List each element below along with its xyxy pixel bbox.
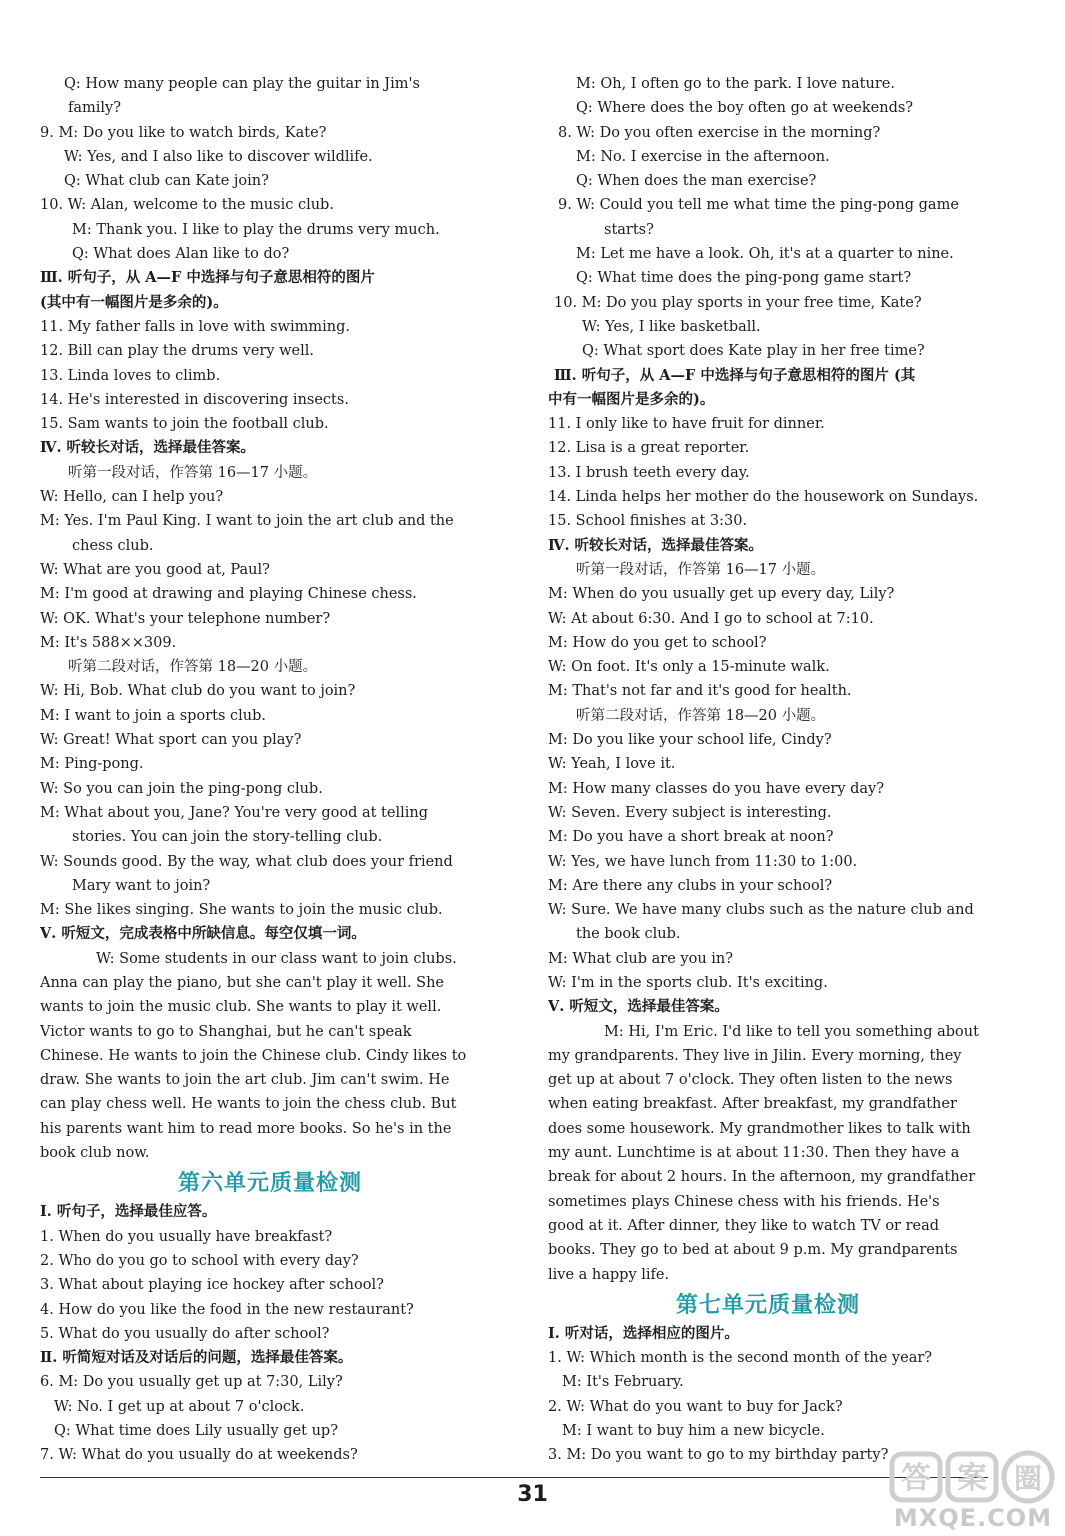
text-line: M: How many classes do you have every day? (548, 780, 885, 797)
text-line: W: Great! What sport can you play? (40, 732, 302, 749)
text-line: my aunt. Lunchtime is at about 11:30. Then they have a (548, 1145, 960, 1162)
text-line: Chinese. He wants to join the Chinese club. Cindy likes to (40, 1047, 467, 1064)
watermark-site: MXQE.COM (893, 1504, 1053, 1532)
question-heading: 中有一幅图片是多余的)。 (548, 390, 715, 408)
text-line: W: What are you good at, Paul? (40, 561, 270, 578)
page-number: 31 (517, 1482, 548, 1507)
question-heading: Ⅲ. 听句子，从 A—F 中选择与句子意思相符的图片 (40, 269, 375, 287)
question-heading: Ⅰ. 听句子，选择最佳应答。 (40, 1203, 217, 1221)
text-line: M: That's not far and it's good for health. (548, 683, 852, 700)
text-line: W: Yes, we have lunch from 11:30 to 1:00. (548, 853, 858, 870)
right-column (548, 72, 988, 1468)
text-line: M: I want to buy him a new bicycle. (562, 1423, 825, 1440)
text-line: W: Hi, Bob. What club do you want to join? (40, 683, 356, 700)
text-line: break for about 2 hours. In the afternoon, my grandfather (548, 1169, 976, 1186)
text-line: stories. You can join the story-telling club. (72, 829, 383, 846)
text-line: 2. W: What do you want to buy for Jack? (548, 1398, 843, 1415)
text-line: 11. I only like to have fruit for dinner. (548, 416, 825, 433)
text-line: W: So you can join the ping-pong club. (40, 780, 323, 797)
text-line: 10. W: Alan, welcome to the music club. (40, 197, 334, 214)
text-line: M: Do you like your school life, Cindy? (548, 732, 832, 749)
text-line: does some housework. My grandmother likes to talk with (548, 1120, 971, 1137)
footer-rule (40, 1477, 988, 1478)
text-line: M: Ping-pong. (40, 756, 144, 773)
text-line: M: What club are you in? (548, 950, 734, 967)
text-line: M: She likes singing. She wants to join the music club. (40, 902, 443, 919)
text-line: M: I want to join a sports club. (40, 707, 266, 724)
question-heading: Ⅴ. 听短文，选择最佳答案。 (548, 998, 729, 1016)
text-line: 9. W: Could you tell me what time the ping-pong game (558, 197, 959, 214)
question-heading: Ⅳ. 听较长对话，选择最佳答案。 (40, 439, 256, 457)
text-line: good at it. After dinner, they like to watch TV or read (548, 1217, 940, 1234)
text-line: sometimes plays Chinese chess with his friends. He's (548, 1193, 940, 1210)
text-line: M: How do you get to school? (548, 634, 767, 651)
text-line: M: It's February. (562, 1374, 684, 1391)
text-line: W: Yes, I like basketball. (582, 318, 761, 335)
text-line: M: No. I exercise in the afternoon. (576, 148, 830, 165)
text-line: W: I'm in the sports club. It's exciting. (548, 974, 828, 991)
text-line: W: OK. What's your telephone number? (40, 610, 331, 627)
text-line: 9. M: Do you like to watch birds, Kate? (40, 124, 327, 141)
text-line: 15. Sam wants to join the football club. (40, 416, 329, 433)
text-line: starts? (604, 221, 654, 238)
text-line: 1. W: Which month is the second month of the year? (548, 1350, 933, 1367)
text-line: 10. M: Do you play sports in your free time, Kate? (554, 294, 922, 311)
text-line: Anna can play the piano, but she can't play it well. She (40, 974, 445, 991)
question-heading: Ⅳ. 听较长对话，选择最佳答案。 (548, 536, 764, 554)
text-line: W: Seven. Every subject is interesting. (548, 804, 832, 821)
text-line: live a happy life. (548, 1266, 670, 1283)
text-line: M: Oh, I often go to the park. I love nature. (576, 76, 895, 92)
text-line: 5. What do you usually do after school? (40, 1325, 330, 1342)
text-line: 12. Bill can play the drums very well. (40, 343, 315, 360)
text-line: M: I'm good at drawing and playing Chinese chess. (40, 586, 417, 603)
question-heading: Ⅱ. 听简短对话及对话后的问题，选择最佳答案。 (40, 1349, 353, 1367)
text-line: 4. How do you like the food in the new restaurant? (40, 1301, 414, 1318)
svg-text:案: 案 (957, 1461, 987, 1496)
text-line: 13. I brush teeth every day. (548, 464, 750, 481)
text-line: the book club. (576, 926, 681, 943)
text-line: M: Are there any clubs in your school? (548, 877, 833, 894)
text-line: his parents want him to read more books. So he's in the (40, 1120, 452, 1137)
text-line: W: Some students in our class want to join clubs. (96, 950, 457, 967)
text-line: Q: How many people can play the guitar in Jim's (64, 76, 420, 92)
text-line: M: Hi, I'm Eric. I'd like to tell you something about (604, 1023, 979, 1040)
text-line: 11. My father falls in love with swimming. (40, 318, 350, 335)
question-heading: Ⅴ. 听短文，完成表格中所缺信息。每空仅填一词。 (40, 925, 366, 943)
text-line: wants to join the music club. She wants to play it well. (40, 999, 442, 1016)
text-line: 2. Who do you go to school with every day? (40, 1252, 359, 1269)
text-line: M: Thank you. I like to play the drums very much. (72, 221, 440, 238)
text-line: M: Do you have a short break at noon? (548, 829, 834, 846)
text-line: 6. M: Do you usually get up at 7:30, Lily? (40, 1374, 343, 1391)
text-line: Q: What time does the ping-pong game start? (576, 270, 912, 287)
watermark-logo (888, 1448, 1058, 1534)
question-heading: Ⅲ. 听句子，从 A—F 中选择与句子意思相符的图片 (其 (554, 366, 916, 384)
text-line: 8. W: Do you often exercise in the morning? (558, 124, 881, 141)
text-line: 7. W: What do you usually do at weekends? (40, 1447, 358, 1464)
left-column (40, 72, 500, 1468)
question-heading: Ⅰ. 听对话，选择相应的图片。 (548, 1324, 739, 1342)
text-line: 14. Linda helps her mother do the housework on Sundays. (548, 489, 979, 506)
text-line: get up at about 7 o'clock. They often listen to the news (548, 1072, 953, 1089)
text-line: my grandparents. They live in Jilin. Every morning, they (548, 1047, 962, 1064)
text-line: can play chess well. He wants to join the chess club. But (40, 1096, 457, 1113)
text-line: 13. Linda loves to climb. (40, 367, 221, 384)
text-line: draw. She wants to join the art club. Jim can't swim. He (40, 1072, 450, 1089)
text-line: 3. M: Do you want to go to my birthday party? (548, 1447, 889, 1464)
text-line: W: Yeah, I love it. (548, 756, 676, 773)
text-line: when eating breakfast. After breakfast, my grandfather (548, 1096, 957, 1113)
text-line: M: Yes. I'm Paul King. I want to join the art club and the (40, 513, 454, 530)
text-line: 听第一段对话，作答第 16—17 小题。 (576, 561, 826, 578)
text-line: 15. School finishes at 3:30. (548, 513, 748, 530)
text-line: chess club. (72, 537, 154, 554)
text-line: Mary want to join? (72, 877, 211, 894)
text-line: Q: What club can Kate join? (64, 173, 269, 190)
text-line: Victor wants to go to Shanghai, but he can't speak (40, 1023, 412, 1040)
text-line: Q: When does the man exercise? (576, 173, 817, 190)
watermark-glyphs (888, 1448, 1058, 1504)
text-line: 14. He's interested in discovering insects. (40, 391, 349, 408)
svg-text:答: 答 (901, 1461, 931, 1496)
text-line: family? (68, 100, 122, 117)
text-line: Q: Where does the boy often go at weekends? (576, 100, 914, 117)
question-heading: (其中有一幅图片是多余的)。 (40, 293, 228, 311)
text-line: Q: What sport does Kate play in her free time? (582, 343, 925, 360)
text-line: 听第一段对话，作答第 16—17 小题。 (68, 464, 318, 481)
text-line: W: At about 6:30. And I go to school at 7:10. (548, 610, 874, 627)
text-line: M: It's 588××309. (40, 634, 177, 651)
text-line: Q: What does Alan like to do? (72, 246, 290, 263)
text-line: Q: What time does Lily usually get up? (54, 1423, 338, 1440)
text-line: M: What about you, Jane? You're very good at telling (40, 804, 428, 821)
text-line: 3. What about playing ice hockey after school? (40, 1277, 384, 1294)
text-line: 1. When do you usually have breakfast? (40, 1228, 333, 1245)
text-line: 听第二段对话，作答第 18—20 小题。 (68, 659, 318, 676)
svg-text:圈: 圈 (1013, 1462, 1043, 1495)
text-line: W: On foot. It's only a 15-minute walk. (548, 659, 830, 676)
section-title: 第六单元质量检测 (177, 1170, 362, 1197)
text-line: W: Sounds good. By the way, what club does your friend (40, 853, 453, 870)
text-line: 12. Lisa is a great reporter. (548, 440, 750, 457)
section-title: 第七单元质量检测 (675, 1291, 860, 1318)
text-line: W: No. I get up at about 7 o'clock. (54, 1398, 305, 1415)
text-line: book club now. (40, 1145, 150, 1162)
text-line: M: When do you usually get up every day, Lily? (548, 586, 895, 603)
text-line: books. They go to bed at about 9 p.m. My grandparents (548, 1242, 958, 1259)
text-line: W: Hello, can I help you? (40, 489, 224, 506)
text-line: M: Let me have a look. Oh, it's at a quarter to nine. (576, 246, 954, 263)
text-line: W: Yes, and I also like to discover wildlife. (64, 148, 373, 165)
text-line: W: Sure. We have many clubs such as the nature club and (548, 902, 974, 919)
text-line: 听第二段对话，作答第 18—20 小题。 (576, 707, 826, 724)
